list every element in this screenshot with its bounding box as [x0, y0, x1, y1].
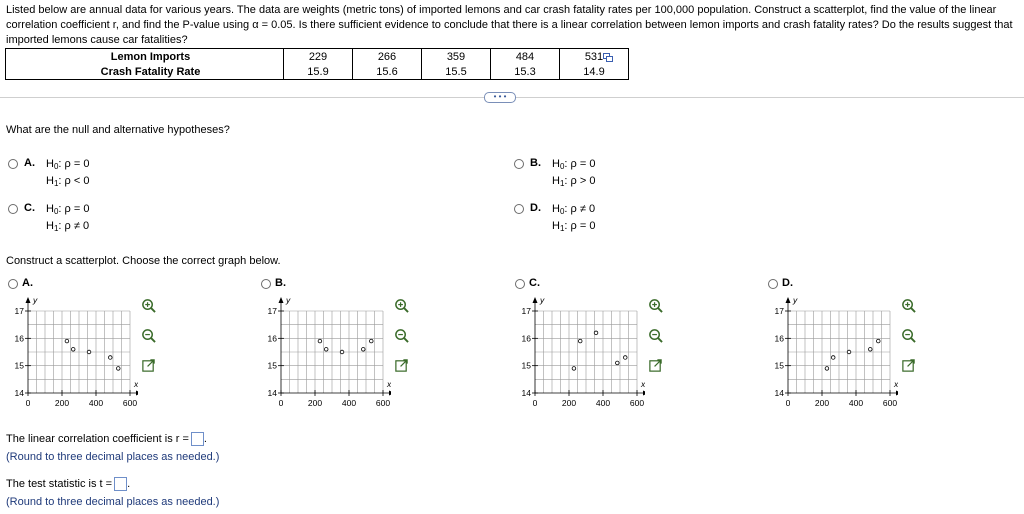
zoom-out-icon[interactable]: [141, 328, 156, 343]
data-point: [868, 347, 872, 351]
radio-button[interactable]: [514, 159, 524, 169]
data-point: [324, 347, 328, 351]
table-cell: 484: [491, 49, 560, 65]
scatterplot-2[interactable]: [515, 294, 645, 414]
x-tick-label: 200: [307, 398, 323, 408]
y-tick-label: 15: [14, 360, 24, 371]
data-point: [594, 331, 598, 335]
table-cell: 15.9: [284, 64, 353, 80]
y-tick-label: 16: [521, 333, 531, 344]
table-cell: 15.6: [353, 64, 422, 80]
hypotheses-question: What are the null and alternative hypotheses?: [6, 124, 230, 136]
r-question: [6, 432, 207, 446]
option-letter: C.: [529, 277, 540, 289]
popout-icon[interactable]: [141, 358, 156, 373]
x-tick-label: 400: [88, 398, 104, 408]
data-point: [825, 367, 829, 371]
table-row: [6, 64, 629, 80]
null-hypothesis: $H_0$: ρ = 0: [46, 203, 90, 216]
x-axis-arrow: [896, 391, 898, 396]
y-tick-label: 16: [14, 333, 24, 344]
x-axis-label: x: [387, 379, 391, 389]
x-tick-label: 0: [25, 398, 31, 408]
y-tick-label: 16: [267, 333, 277, 344]
data-point: [847, 350, 851, 354]
popout-icon[interactable]: [394, 358, 409, 373]
x-tick-label: 400: [341, 398, 357, 408]
x-tick-label: 600: [375, 398, 391, 408]
t-answer-input[interactable]: [114, 477, 127, 491]
data-point: [108, 356, 112, 360]
data-point: [572, 367, 576, 371]
r-label: The linear correlation coefficient is r =: [6, 432, 189, 445]
scatterplot-3[interactable]: [768, 294, 898, 414]
radio-button[interactable]: [515, 279, 525, 289]
option-letter: D.: [782, 277, 793, 289]
radio-button[interactable]: [8, 159, 18, 169]
radio-button[interactable]: [261, 279, 271, 289]
table-cell: 229: [284, 49, 353, 65]
y-tick-label: 14: [267, 388, 277, 398]
null-hypothesis: $H_0$: ρ = 0: [46, 158, 90, 171]
zoom-out-icon[interactable]: [394, 328, 409, 343]
x-tick-label: 600: [882, 398, 898, 408]
t-label: The test statistic is t =: [6, 477, 113, 490]
data-point: [361, 347, 365, 351]
y-axis-label: y: [793, 295, 798, 305]
r-hint: (Round to three decimal places as needed.): [6, 451, 220, 463]
scatterplot-question: Construct a scatterplot. Choose the correct graph below.: [6, 255, 281, 267]
table-cell: 359: [422, 49, 491, 65]
zoom-in-icon[interactable]: [394, 298, 409, 313]
table-cell: 531: [560, 49, 629, 65]
period: .: [127, 477, 131, 490]
x-axis-arrow: [389, 391, 391, 396]
x-tick-label: 0: [532, 398, 538, 408]
data-point: [116, 367, 120, 371]
data-point: [369, 339, 373, 343]
alternative-hypothesis: $H_1$: ρ = 0: [552, 220, 596, 233]
data-point: [615, 361, 619, 365]
data-point: [578, 339, 582, 343]
y-axis-arrow: [786, 297, 791, 303]
radio-button[interactable]: [8, 204, 18, 214]
row-label: Crash Fatality Rate: [6, 64, 284, 80]
radio-button[interactable]: [768, 279, 778, 289]
table-cell: 15.3: [491, 64, 560, 80]
t-hint: (Round to three decimal places as needed.): [6, 496, 220, 508]
y-axis-arrow: [533, 297, 538, 303]
y-tick-label: 16: [774, 333, 784, 344]
option-letter: A.: [24, 157, 35, 169]
data-point: [340, 350, 344, 354]
scatterplot-1[interactable]: [261, 294, 391, 414]
zoom-in-icon[interactable]: [648, 298, 663, 313]
data-table: [5, 48, 629, 80]
zoom-in-icon[interactable]: [141, 298, 156, 313]
popout-icon[interactable]: [648, 358, 663, 373]
r-answer-input[interactable]: [191, 432, 204, 446]
null-hypothesis: $H_0$: ρ = 0: [552, 158, 596, 171]
x-axis-arrow: [643, 391, 645, 396]
x-axis-label: x: [641, 379, 645, 389]
data-point: [623, 356, 627, 360]
zoom-out-icon[interactable]: [901, 328, 916, 343]
y-tick-label: 17: [774, 306, 784, 316]
more-button[interactable]: • • •: [484, 92, 516, 103]
y-tick-label: 17: [14, 306, 24, 316]
x-axis-arrow: [136, 391, 138, 396]
option-letter: D.: [530, 202, 541, 214]
y-axis-label: y: [33, 295, 38, 305]
option-letter: B.: [275, 277, 286, 289]
x-tick-label: 400: [595, 398, 611, 408]
y-tick-label: 17: [267, 306, 277, 316]
x-tick-label: 600: [629, 398, 645, 408]
y-tick-label: 15: [521, 360, 531, 371]
zoom-out-icon[interactable]: [648, 328, 663, 343]
y-tick-label: 17: [521, 306, 531, 316]
x-tick-label: 0: [785, 398, 791, 408]
option-letter: C.: [24, 202, 35, 214]
radio-button[interactable]: [8, 279, 18, 289]
data-point: [831, 356, 835, 360]
x-tick-label: 0: [278, 398, 284, 408]
y-axis-label: y: [286, 295, 291, 305]
table-cell: 14.9: [560, 64, 629, 80]
y-axis-arrow: [26, 297, 31, 303]
t-question: [6, 477, 130, 491]
period: .: [203, 432, 207, 445]
y-tick-label: 15: [774, 360, 784, 371]
data-point: [71, 347, 75, 351]
x-tick-label: 200: [814, 398, 830, 408]
alternative-hypothesis: $H_1$: ρ > 0: [552, 175, 596, 188]
x-axis-label: x: [894, 379, 898, 389]
data-point: [876, 339, 880, 343]
copy-data-icon[interactable]: [603, 53, 613, 62]
row-label: Lemon Imports: [6, 49, 284, 65]
x-tick-label: 600: [122, 398, 138, 408]
option-letter: B.: [530, 157, 541, 169]
x-axis-label: x: [134, 379, 138, 389]
y-axis-arrow: [279, 297, 284, 303]
zoom-in-icon[interactable]: [901, 298, 916, 313]
data-point: [65, 339, 69, 343]
table-cell: 266: [353, 49, 422, 65]
option-letter: A.: [22, 277, 33, 289]
x-tick-label: 200: [561, 398, 577, 408]
popout-icon[interactable]: [901, 358, 916, 373]
alternative-hypothesis: $H_1$: ρ < 0: [46, 175, 90, 188]
problem-statement: Listed below are annual data for various years. The data are weights (metric tons) of imported lemons and car crash fatality rates per 100,000 population. Construct a scatterplot, find the value of the linear correlation coefficient r, and find the P-value using α = 0.05. Is there sufficient evidence to conclude that there is a linear correlation between lemon imports and crash fatality rates? Do the results suggest that imported lemons cause car fatalities?: [6, 4, 1013, 46]
y-tick-label: 14: [774, 388, 784, 398]
null-hypothesis: $H_0$: ρ ≠ 0: [552, 203, 596, 216]
table-cell: 15.5: [422, 64, 491, 80]
alternative-hypothesis: $H_1$: ρ ≠ 0: [46, 220, 90, 233]
data-point: [87, 350, 91, 354]
x-tick-label: 200: [54, 398, 70, 408]
x-tick-label: 400: [848, 398, 864, 408]
y-tick-label: 14: [14, 388, 24, 398]
data-point: [318, 339, 322, 343]
y-tick-label: 14: [521, 388, 531, 398]
radio-button[interactable]: [514, 204, 524, 214]
scatterplot-0[interactable]: [8, 294, 138, 414]
y-axis-label: y: [540, 295, 545, 305]
table-row: [6, 49, 629, 65]
y-tick-label: 15: [267, 360, 277, 371]
